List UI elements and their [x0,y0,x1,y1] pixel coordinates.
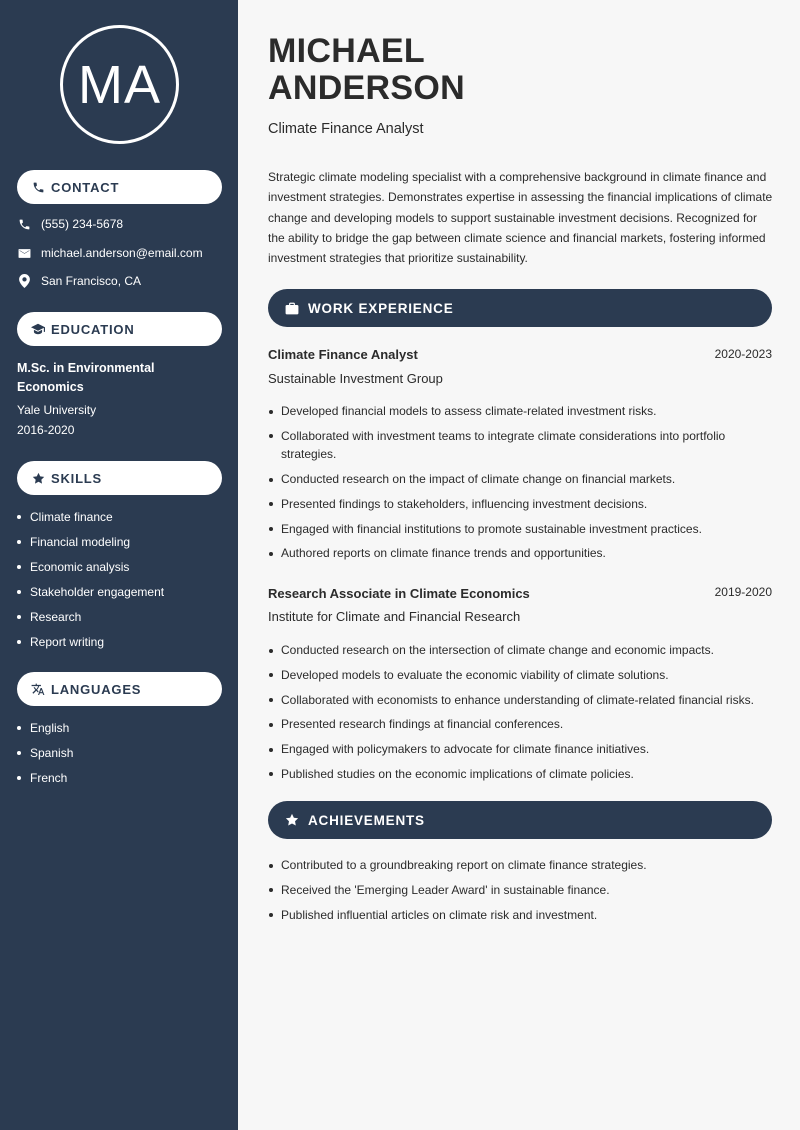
achievement-item: Received the 'Emerging Leader Award' in sustainable finance. [268,881,768,900]
achievement-item: Contributed to a groundbreaking report on climate finance strategies. [268,856,768,875]
education-degree: M.Sc. in Environmental Economics [17,361,155,394]
skill-item: Economic analysis [17,554,164,579]
languages-heading-pill [17,672,222,706]
contact-location: San Francisco, CA [41,274,142,288]
skill-item: Climate finance [17,504,164,529]
job-company: Institute for Climate and Financial Research [268,609,521,624]
job-role: Climate Finance Analyst [268,347,418,362]
star-icon [284,812,300,828]
job-bullet: Conducted research on the impact of climate change on financial markets. [268,470,768,489]
contact-email-row [17,246,203,260]
job-bullet: Conducted research on the intersection of climate change and economic impacts. [268,641,768,660]
skill-item: Research [17,604,164,629]
star-icon [31,471,45,485]
job-bullets [268,402,768,569]
achievements-heading: ACHIEVEMENTS [308,812,425,828]
job-bullet: Authored reports on climate finance trends and opportunities. [268,544,768,563]
work-experience-heading: WORK EXPERIENCE [308,300,454,316]
location-pin-icon [17,274,31,288]
job-bullet: Developed models to evaluate the economic viability of climate solutions. [268,666,768,685]
candidate-name [268,33,465,107]
job-bullet: Engaged with financial institutions to promote sustainable investment practices. [268,520,768,539]
skills-list [17,504,164,654]
achievement-item: Published influential articles on climate risk and investment. [268,906,768,925]
language-item: French [17,765,73,790]
contact-heading-pill [17,170,222,204]
briefcase-icon [284,300,300,316]
contact-location-row [17,274,141,288]
education-years: 2016-2020 [17,423,75,437]
job-bullet: Collaborated with investment teams to integrate climate considerations into portfolio strategies. [268,427,768,464]
skill-item: Stakeholder engagement [17,579,164,604]
contact-phone: (555) 234-5678 [41,217,124,231]
name-last: ANDERSON [268,69,465,107]
education-heading-pill [17,312,222,346]
job-bullet: Collaborated with economists to enhance understanding of climate-related financial risks. [268,691,768,710]
job-bullet: Engaged with policymakers to advocate for climate finance initiatives. [268,740,768,759]
contact-email[interactable]: michael.anderson@email.com [41,246,203,260]
envelope-icon [17,246,31,260]
achievements-heading-bar [268,801,772,839]
skills-heading: SKILLS [51,470,103,486]
job-dates: 2020-2023 [714,347,772,361]
profile-summary: Strategic climate modeling specialist with a comprehensive background in climate finance and investment strategies. Demonstrates expertise in assessing the financial implications of climate change and developing models to support sustainable investment decisions. Recognized for the ability to bridge the gap between climate science and financial markets, fostering informed investment strategies that prioritize sustainability. [268,170,773,266]
languages-heading: LANGUAGES [51,681,142,697]
skills-heading-pill [17,461,222,495]
job-company: Sustainable Investment Group [268,371,443,386]
job-dates: 2019-2020 [714,585,772,599]
contact-phone-row [17,217,123,231]
name-first: MICHAEL [268,32,425,70]
phone-icon [31,180,45,194]
contact-heading: CONTACT [51,179,120,195]
candidate-title: Climate Finance Analyst [268,121,424,137]
work-experience-heading-bar [268,289,772,327]
phone-icon [17,217,31,231]
skill-item: Financial modeling [17,529,164,554]
language-item: English [17,715,73,740]
language-item: Spanish [17,740,73,765]
monogram-avatar: MA [60,25,179,144]
job-bullet: Presented findings to stakeholders, influencing investment decisions. [268,495,768,514]
achievements-list [268,856,768,930]
languages-list [17,715,73,790]
skill-item: Report writing [17,629,164,654]
translate-icon [31,682,45,696]
job-bullet: Presented research findings at financial conferences. [268,715,768,734]
job-role: Research Associate in Climate Economics [268,586,530,601]
education-school: Yale University [17,403,97,417]
job-bullet: Published studies on the economic implications of climate policies. [268,765,768,784]
education-heading: EDUCATION [51,321,135,337]
job-bullet: Developed financial models to assess climate-related investment risks. [268,402,768,421]
sidebar [0,0,238,1130]
job-bullets [268,641,768,790]
graduation-cap-icon [31,322,45,336]
